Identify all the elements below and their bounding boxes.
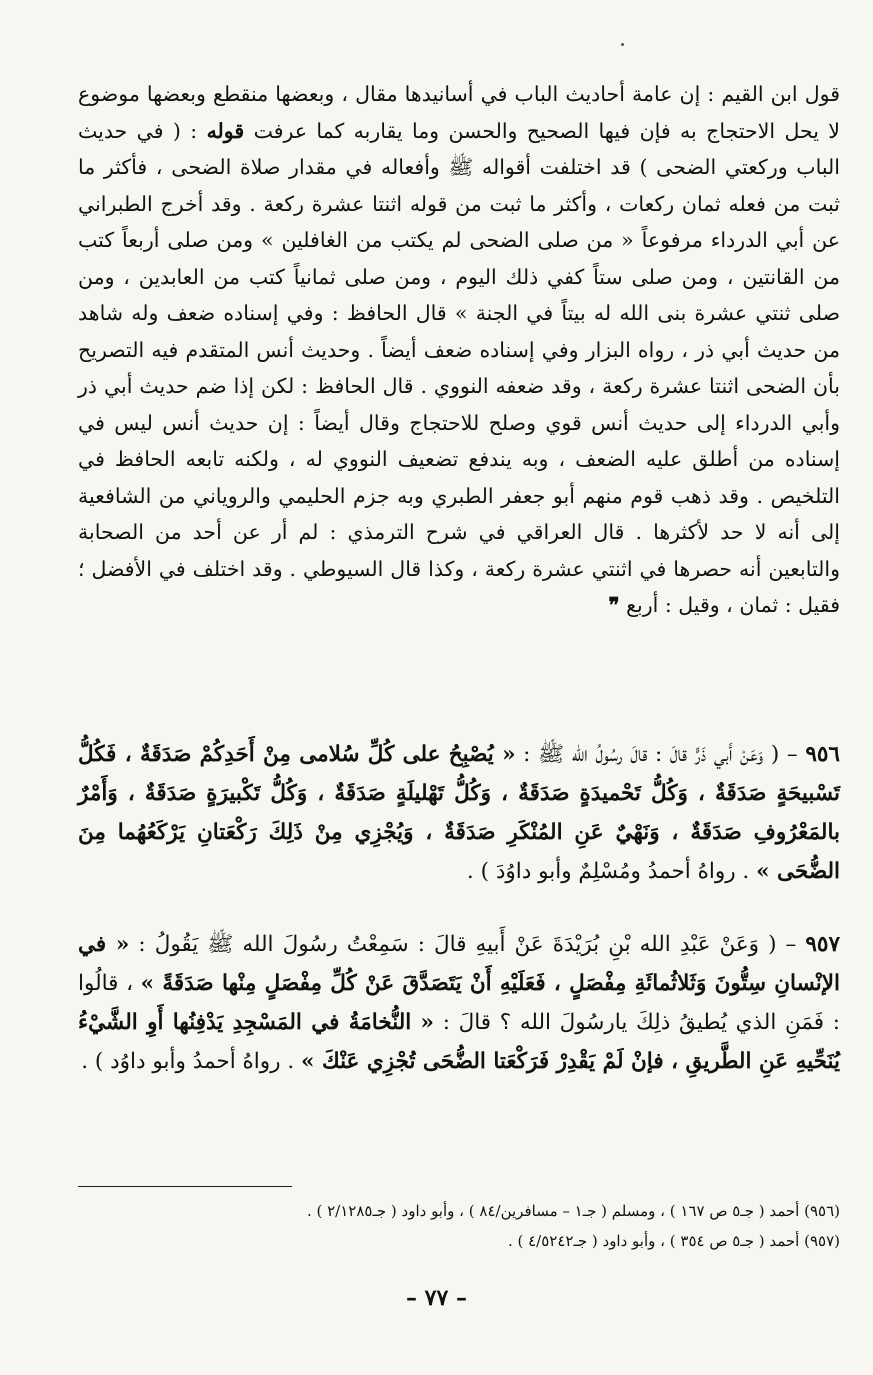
hadith-956 (78, 735, 840, 891)
footnote-divider (78, 1186, 292, 1187)
commentary-text-2: : ( في حديث الباب وركعتي الضحى ) قد اختلفت أقواله ﷺ وأفعاله في مقدار صلاة الضحى ، فأكثر ما ثبت من فعله ثمان ركعات ، وأكثر ما ثبت من قوله اثنتا عشرة ركعة . وقد أخرج الطبراني عن أبي الدرداء مرفوعاً « من صلى الضحى لم يكتب من الغافلين » ومن صلى أربعاً كتب من القانتين ، ومن صلى ستاً كفي ذلك اليوم ، ومن صلى ثمانياً كتب من العابدين ، ومن صلى ثنتي عشرة بنى الله له بيتاً في الجنة » قال الحافظ : وفي إسناده ضعف وله شاهد من حديث أبي ذر ، رواه البزار وفي إسناده ضعف أيضاً . وحديث أنس المتقدم فيه التصريح بأن الضحى اثنتا عشرة ركعة ، وقد ضعفه النووي . قال الحافظ : لكن إذا ضم حديث أبي ذر وأبي الدرداء إلى حديث أنس قوي وصلح للاحتجاج وقال أيضاً : إن حديث أنس ليس في إسناده من أطلق عليه الضعف ، وبه يندفع تضعيف النووي له ، ولكنه تابعه الحافظ في التلخيص . وقد ذهب قوم منهم أبو جعفر الطبري وبه جزم الحليمي والروياني من الشافعية إلى أنه لا حد لأكثرها . قال العراقي في شرح الترمذي : لم أر عن أحد من الصحابة والتابعين أنه حصرها في اثنتي عشرة ركعة ، وكذا قال السيوطي . وقد اختلف في الأفضل ؛ فقيل : ثمان ، وقيل : أربع (78, 118, 840, 617)
hadith-957 (78, 925, 840, 1081)
commentary-block (78, 76, 840, 624)
hadith-956-paragraph (78, 735, 840, 891)
footnote-956: (٩٥٦) أحمد ( جـ٥ ص ١٦٧ ) ، ومسلم ( جـ١ – مسافرين/٨٤ ) ، وأبو داود ( جـ٢/١٢٨٥ ) . (306, 1202, 840, 1220)
hadith-question: ، قالُوا : فَمَنِ الذي يُطيقُ ذلِكَ يارسُولَ الله ؟ قالَ : (78, 971, 840, 1035)
hadith-957-paragraph (78, 925, 840, 1081)
commentary-paragraph (78, 76, 840, 624)
speck (621, 43, 624, 46)
hadith-matn: « يُصْبِحُ على كُلِّ سُلامى مِنْ أَحَدِكُمْ صَدَقَةٌ ، فَكُلُّ تَسْبيحَةٍ صَدَقَةٌ ، وَكُلُّ تَحْميدَةٍ صَدَقَةٌ ، وَكُلُّ تَهْليلَةٍ صَدَقَةٌ ، وَكُلُّ تَكْبيرَةٍ صَدَقَةٌ ، وَأَمْرٌ بالمَعْرُوفِ صَدَقَةٌ ، وَنَهْيٌ عَنِ المُنْكَرِ صَدَقَةٌ ، وَيُجْزِي مِنْ ذَلِكَ رَكْعَتانِ يَرْكَعُهُما مِنَ الضُّحَى » (78, 742, 840, 884)
hadith-source: . رواهُ أحمدُ وأبو داوُد ) . (81, 1049, 295, 1074)
hadith-matn-1: « في الإنْسانِ سِتُّونَ وَثَلاثُمائَةِ مِفْصَلٍ ، فَعَلَيْهِ أَنْ يَتَصَدَّقَ عَنْ كُلِّ مِفْصَلٍ مِنْها صَدَقَةً » (78, 932, 841, 996)
hadith-number: ٩٥٧ (805, 932, 841, 957)
hadith-matn-2: « النُّخامَةُ في المَسْجِدِ يَدْفِنُها أَوِ الشَّيْءُ يُنَحِّيهِ عَنِ الطَّريقِ ، فإنْ لَمْ يَقْدِرْ فَرَكْعَتا الضُّحَى تُجْزِي عَنْكَ » (78, 1010, 840, 1074)
page-number: – ٧٧ – (406, 1285, 467, 1311)
footnotes (78, 1196, 840, 1256)
hadith-source: . رواهُ أحمدُ ومُسْلِمٌ وأبو داوُدَ ) . (466, 859, 750, 884)
commentary-endmark: ❞ (608, 593, 620, 617)
hadith-intro: – ( وَعَنْ أَبي ذَرٍّ قالَ : قالَ رسُولُ الله ﷺ : (523, 742, 798, 767)
hadith-number: ٩٥٦ (805, 742, 840, 767)
commentary-keyword: قوله (206, 118, 245, 143)
commentary-text-1: قول ابن القيم : إن عامة أحاديث الباب في أسانيدها مقال ، وبعضها منقطع وبعضها موضوع لا يحل الاحتجاج به فإن فيها الصحيح والحسن وما يقاربه كما عرفت (78, 82, 840, 143)
footnote-957: (٩٥٧) أحمد ( جـ٥ ص ٣٥٤ ) ، وأبو داود ( جـ٤/٥٢٤٢ ) . (507, 1232, 840, 1250)
hadith-intro: – ( وَعَنْ عَبْدِ الله بْنِ بُرَيْدَةَ عَنْ أَبيهِ قالَ : سَمِعْتُ رسُولَ الله ﷺ يَقُولُ : (138, 932, 797, 957)
